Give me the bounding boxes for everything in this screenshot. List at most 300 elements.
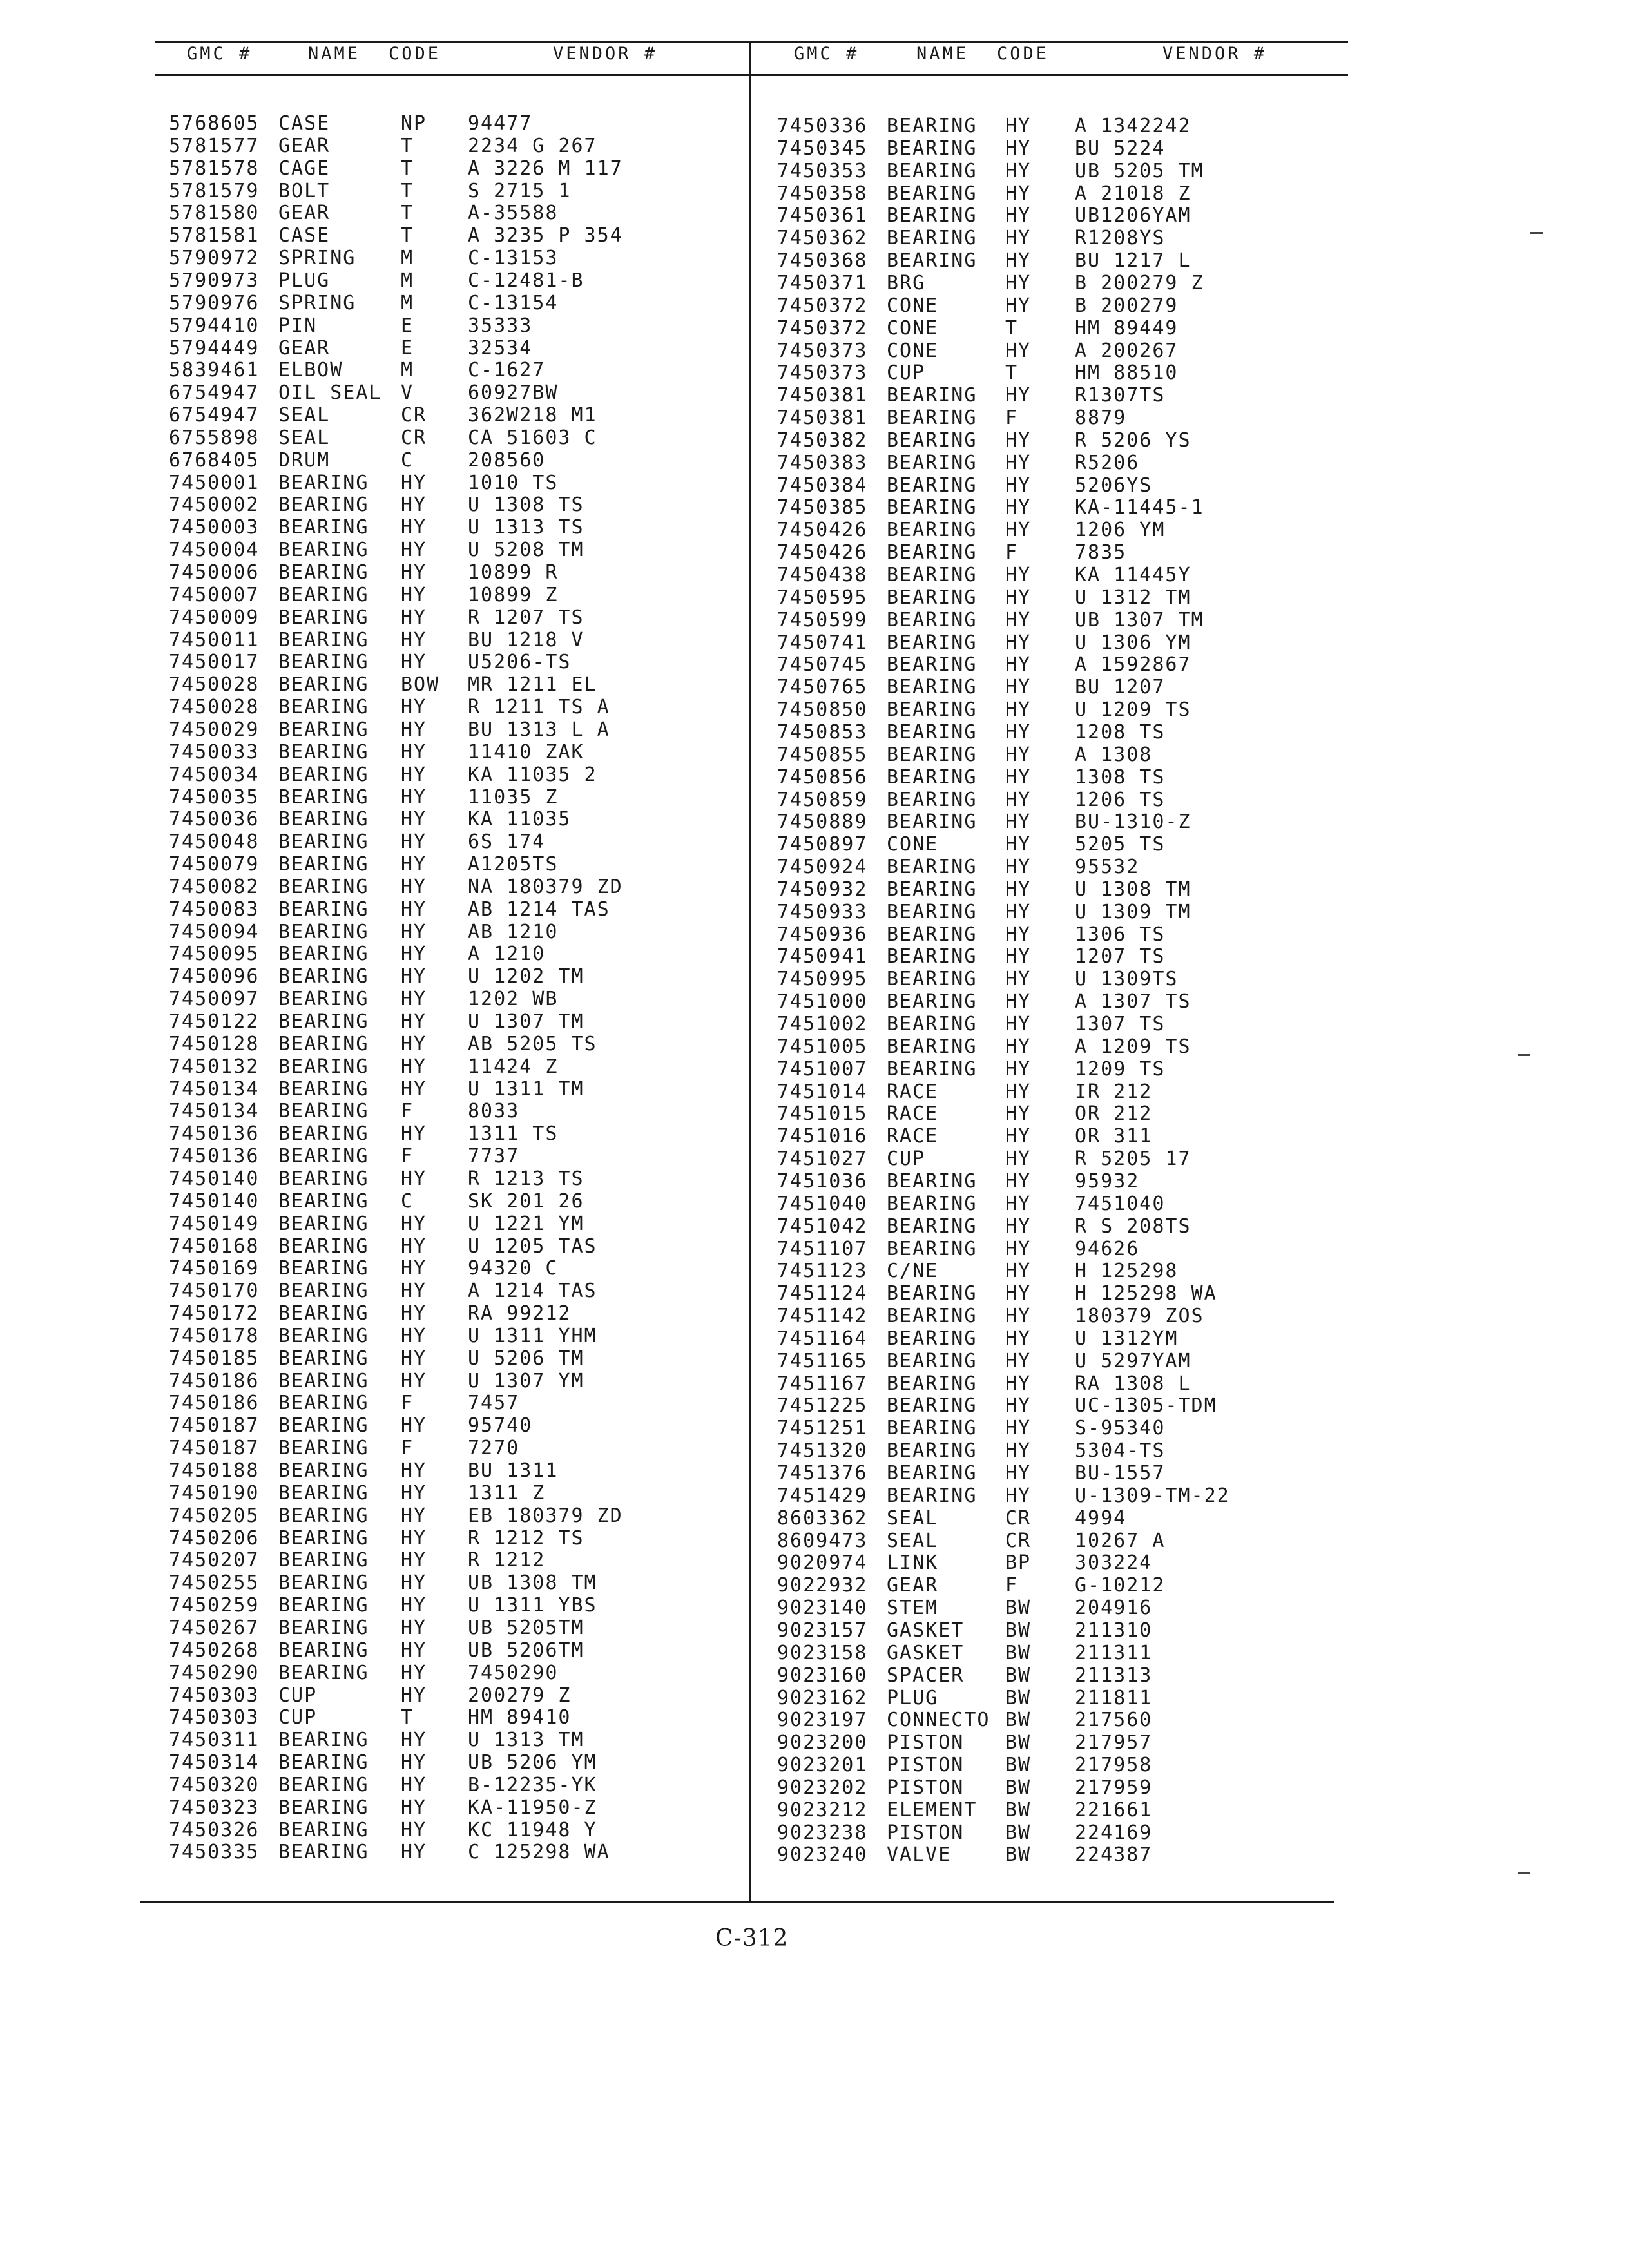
vendor-code: BW <box>1005 1798 1032 1821</box>
vendor-code: CR <box>401 426 427 449</box>
part-name: BEARING <box>278 628 369 651</box>
vendor-number: 95740 <box>468 1414 533 1437</box>
vendor-number: 94320 C <box>468 1257 559 1280</box>
vendor-code: HY <box>1005 788 1032 811</box>
part-name: BEARING <box>278 673 369 697</box>
vendor-code: HY <box>401 1504 427 1527</box>
vendor-code: T <box>401 202 414 225</box>
vendor-code: HY <box>1005 1439 1032 1463</box>
part-name: BEARING <box>887 496 978 519</box>
part-name: BEARING <box>278 763 369 786</box>
vendor-code: HY <box>401 1280 427 1303</box>
gmc-number: 9023158 <box>777 1641 868 1664</box>
vendor-code: HY <box>1005 900 1032 923</box>
vendor-number: 211311 <box>1075 1641 1153 1664</box>
part-name: BEARING <box>887 564 978 586</box>
gmc-number: 7450933 <box>777 900 868 923</box>
part-name: BEARING <box>887 878 978 901</box>
header-code: CODE <box>389 44 441 64</box>
vendor-number: S 2715 1 <box>468 179 572 202</box>
gmc-number: 7450094 <box>169 920 260 943</box>
vendor-number: U 1311 YBS <box>468 1594 597 1617</box>
vendor-code: F <box>1005 541 1019 564</box>
part-name: BEARING <box>887 1035 978 1058</box>
part-name: BEARING <box>278 1280 369 1303</box>
vendor-number: U 1308 TM <box>1075 878 1191 901</box>
vendor-number: BU 5224 <box>1075 137 1166 160</box>
vendor-number: HM 89410 <box>468 1706 572 1729</box>
gmc-number: 7450595 <box>777 586 868 609</box>
vendor-code: HY <box>1005 968 1032 991</box>
part-name: RACE <box>887 1080 939 1103</box>
gmc-number: 7450381 <box>777 384 868 407</box>
vendor-number: UB 1307 TM <box>1075 608 1204 631</box>
vendor-code: HY <box>401 1571 427 1595</box>
gmc-number: 7450136 <box>169 1145 260 1168</box>
vendor-number: 211313 <box>1075 1664 1153 1687</box>
part-name: BEARING <box>887 608 978 631</box>
vendor-number: H 125298 WA <box>1075 1282 1217 1305</box>
gmc-number: 7450382 <box>777 428 868 452</box>
gmc-number: 9020974 <box>777 1552 868 1575</box>
vendor-number: 180379 ZOS <box>1075 1305 1204 1328</box>
gmc-number: 7450371 <box>777 271 868 294</box>
vendor-code: HY <box>401 853 427 876</box>
vendor-number: U 1202 TM <box>468 965 584 988</box>
vendor-code: HY <box>401 1459 427 1482</box>
part-name: BEARING <box>887 407 978 430</box>
gmc-number: 5790972 <box>169 247 260 270</box>
part-name: PIN <box>278 314 318 337</box>
gmc-number: 9023197 <box>777 1709 868 1732</box>
part-name: BEARING <box>278 1122 369 1146</box>
vendor-number: A 1209 TS <box>1075 1035 1191 1058</box>
vendor-code: HY <box>1005 1372 1032 1395</box>
vendor-code: F <box>1005 1574 1019 1597</box>
part-name: BEARING <box>887 676 978 699</box>
part-name: BEARING <box>278 1055 369 1078</box>
vendor-number: KA 11445Y <box>1075 564 1191 586</box>
vendor-number: 10267 A <box>1075 1529 1166 1552</box>
vendor-number: U 5297YAM <box>1075 1349 1191 1372</box>
vendor-number: RA 99212 <box>468 1302 572 1325</box>
vendor-number: AB 1214 TAS <box>468 898 610 921</box>
vendor-code: BP <box>1005 1552 1032 1575</box>
gmc-number: 7450336 <box>777 115 868 137</box>
part-name: BEARING <box>887 474 978 497</box>
part-name: CONNECTO <box>887 1709 990 1732</box>
vendor-number: 217560 <box>1075 1709 1153 1732</box>
gmc-number: 7450995 <box>777 968 868 991</box>
part-name: BEARING <box>278 583 369 606</box>
vendor-code: HY <box>1005 519 1032 542</box>
part-name: SPACER <box>887 1664 965 1687</box>
part-name: CUP <box>278 1706 318 1729</box>
part-name: BEARING <box>278 898 369 921</box>
vendor-code: BW <box>1005 1686 1032 1709</box>
header-gmc: GMC # <box>187 44 253 64</box>
part-name: BEARING <box>278 808 369 831</box>
gmc-number: 7451251 <box>777 1417 868 1440</box>
vendor-number: C-1627 <box>468 359 546 382</box>
gmc-number: 7450372 <box>777 294 868 317</box>
vendor-code: HY <box>401 1055 427 1078</box>
vendor-code: HY <box>1005 339 1032 362</box>
vendor-code: BW <box>1005 1776 1032 1799</box>
vendor-number: A-35588 <box>468 202 559 225</box>
vendor-code: HY <box>1005 698 1032 722</box>
part-name: SEAL <box>278 426 331 449</box>
gmc-number: 7450017 <box>169 651 260 674</box>
gmc-number: 7450311 <box>169 1729 260 1752</box>
part-name: BEARING <box>887 451 978 474</box>
gmc-number: 7450426 <box>777 519 868 542</box>
part-name: BEARING <box>278 1167 369 1190</box>
vendor-code: T <box>1005 316 1019 340</box>
part-name: BEARING <box>887 115 978 137</box>
vendor-number: RA 1308 L <box>1075 1372 1191 1395</box>
vendor-code: HY <box>401 1235 427 1258</box>
vendor-code: HY <box>1005 271 1032 294</box>
vendor-number: U 5206 TM <box>468 1347 584 1370</box>
vendor-code: M <box>401 247 414 270</box>
vendor-number: A 1592867 <box>1075 653 1191 677</box>
vendor-code: E <box>401 314 414 337</box>
gmc-number: 9023157 <box>777 1619 868 1642</box>
part-name: BEARING <box>278 965 369 988</box>
gmc-number: 7450002 <box>169 494 260 517</box>
part-name: GASKET <box>887 1619 965 1642</box>
vendor-number: UC-1305-TDM <box>1075 1394 1217 1418</box>
part-name: BEARING <box>278 875 369 898</box>
gmc-number: 7450267 <box>169 1616 260 1639</box>
gmc-number: 7450170 <box>169 1280 260 1303</box>
part-name: BEARING <box>887 743 978 766</box>
gmc-number: 5790976 <box>169 291 260 314</box>
vendor-number: U 1309TS <box>1075 968 1179 991</box>
page-number: C-312 <box>715 1925 789 1952</box>
part-name: BEARING <box>278 471 369 494</box>
vendor-number: 2234 G 267 <box>468 134 597 157</box>
gmc-number: 7450205 <box>169 1504 260 1527</box>
vendor-code: F <box>401 1145 414 1168</box>
gmc-number: 9023212 <box>777 1798 868 1821</box>
vendor-number: NA 180379 ZD <box>468 875 623 898</box>
vendor-code: HY <box>401 1594 427 1617</box>
header-rule <box>155 74 1348 76</box>
vendor-number: SK 201 26 <box>468 1189 584 1213</box>
vendor-code: HY <box>401 1167 427 1190</box>
part-name: BEARING <box>278 1504 369 1527</box>
part-name: BEARING <box>278 988 369 1011</box>
gmc-number: 7450079 <box>169 853 260 876</box>
part-name: SEAL <box>278 404 331 427</box>
vendor-number: 1208 TS <box>1075 720 1166 744</box>
part-name: BEARING <box>887 182 978 205</box>
vendor-number: 303224 <box>1075 1552 1153 1575</box>
vendor-number: 94477 <box>468 112 533 135</box>
gmc-number: 7450353 <box>777 159 868 182</box>
vendor-number: 11410 ZAK <box>468 740 584 764</box>
vendor-code: HY <box>1005 474 1032 497</box>
margin-tick <box>1518 1054 1530 1056</box>
gmc-number: 7450009 <box>169 606 260 629</box>
part-name: BEARING <box>887 1462 978 1485</box>
part-name: BEARING <box>278 1369 369 1392</box>
gmc-number: 7450028 <box>169 696 260 719</box>
vendor-code: HY <box>401 1481 427 1504</box>
part-name: SEAL <box>887 1529 939 1552</box>
vendor-number: U 1309 TM <box>1075 900 1191 923</box>
part-name: BEARING <box>278 831 369 854</box>
vendor-number: BU 1313 L A <box>468 718 610 741</box>
part-name: BEARING <box>278 1392 369 1415</box>
vendor-code: HY <box>401 1369 427 1392</box>
gmc-number: 7451000 <box>777 990 868 1014</box>
part-name: BEARING <box>278 1235 369 1258</box>
header-vendor: VENDOR # <box>553 44 658 64</box>
vendor-number: C-12481-B <box>468 269 584 292</box>
vendor-number: A 1342242 <box>1075 115 1191 137</box>
gmc-number: 7450036 <box>169 808 260 831</box>
vendor-number: UB1206YAM <box>1075 204 1191 227</box>
part-name: CAGE <box>278 157 331 180</box>
gmc-number: 7450048 <box>169 831 260 854</box>
gmc-number: 5781578 <box>169 157 260 180</box>
margin-tick <box>1530 232 1543 234</box>
gmc-number: 7450206 <box>169 1526 260 1550</box>
gmc-number: 7450320 <box>169 1773 260 1796</box>
vendor-code: HY <box>1005 1215 1032 1238</box>
vendor-number: U 1221 YM <box>468 1212 584 1235</box>
vendor-number: U 1312YM <box>1075 1327 1179 1350</box>
vendor-number: 60927BW <box>468 381 559 405</box>
vendor-code: HY <box>1005 384 1032 407</box>
vendor-number: R 1213 TS <box>468 1167 584 1190</box>
vendor-number: 95532 <box>1075 856 1140 879</box>
gmc-number: 7450853 <box>777 720 868 744</box>
gmc-number: 7450323 <box>169 1796 260 1819</box>
part-name: BEARING <box>278 1347 369 1370</box>
gmc-number: 7450259 <box>169 1594 260 1617</box>
right-column-header <box>0 44 1629 72</box>
vendor-code: HY <box>1005 990 1032 1014</box>
vendor-number: 1202 WB <box>468 988 559 1011</box>
vendor-code: HY <box>401 696 427 719</box>
part-name: BEARING <box>887 428 978 452</box>
part-name: LINK <box>887 1552 939 1575</box>
part-name: BEARING <box>278 1459 369 1482</box>
vendor-number: H 125298 <box>1075 1260 1179 1283</box>
part-name: CUP <box>887 361 926 385</box>
part-name: PISTON <box>887 1776 965 1799</box>
vendor-number: HM 89449 <box>1075 316 1179 340</box>
vendor-number: G-10212 <box>1075 1574 1166 1597</box>
vendor-number: U 1307 TM <box>468 1010 584 1033</box>
part-name: BEARING <box>887 698 978 722</box>
vendor-code: HY <box>401 539 427 562</box>
part-name: VALVE <box>887 1843 952 1867</box>
part-name: BEARING <box>278 1639 369 1662</box>
vendor-code: HY <box>401 628 427 651</box>
gmc-number: 7450190 <box>169 1481 260 1504</box>
vendor-number: 362W218 M1 <box>468 404 597 427</box>
vendor-number: 204916 <box>1075 1597 1153 1620</box>
part-name: CUP <box>278 1684 318 1707</box>
part-name: BEARING <box>278 1257 369 1280</box>
vendor-code: HY <box>401 1729 427 1752</box>
part-name: BEARING <box>887 249 978 273</box>
vendor-number: HM 88510 <box>1075 361 1179 385</box>
vendor-code: F <box>401 1100 414 1123</box>
vendor-number: 1209 TS <box>1075 1057 1166 1081</box>
vendor-number: 5304-TS <box>1075 1439 1166 1463</box>
gmc-number: 7450207 <box>169 1549 260 1572</box>
part-name: CUP <box>887 1148 926 1171</box>
vendor-number: B 200279 Z <box>1075 271 1204 294</box>
vendor-code: HY <box>1005 878 1032 901</box>
vendor-code: M <box>401 291 414 314</box>
part-name: BEARING <box>278 1189 369 1213</box>
part-name: BEARING <box>278 1549 369 1572</box>
vendor-number: R S 208TS <box>1075 1215 1191 1238</box>
part-name: SEAL <box>887 1506 939 1530</box>
gmc-number: 7450936 <box>777 923 868 946</box>
vendor-code: HY <box>1005 1417 1032 1440</box>
part-name: RACE <box>887 1102 939 1126</box>
vendor-number: A 1210 <box>468 943 546 966</box>
vendor-number: C-13154 <box>468 291 559 314</box>
gmc-number: 7450029 <box>169 718 260 741</box>
vendor-number: A 21018 Z <box>1075 182 1191 205</box>
vendor-code: HY <box>1005 1349 1032 1372</box>
gmc-number: 7450178 <box>169 1324 260 1347</box>
part-name: BEARING <box>278 943 369 966</box>
vendor-code: HY <box>1005 1102 1032 1126</box>
part-name: CONE <box>887 833 939 856</box>
vendor-number: 35333 <box>468 314 533 337</box>
gmc-number: 5781580 <box>169 202 260 225</box>
vendor-number: 95932 <box>1075 1169 1140 1193</box>
vendor-code: F <box>1005 407 1019 430</box>
part-name: BEARING <box>887 631 978 654</box>
vendor-number: R 1207 TS <box>468 606 584 629</box>
part-name: BEARING <box>278 1324 369 1347</box>
vendor-number: U 1307 YM <box>468 1369 584 1392</box>
vendor-number: CA 51603 C <box>468 426 597 449</box>
vendor-number: 217959 <box>1075 1776 1153 1799</box>
vendor-code: F <box>401 1437 414 1460</box>
gmc-number: 9023202 <box>777 1776 868 1799</box>
vendor-number: R 5206 YS <box>1075 428 1191 452</box>
part-name: BEARING <box>887 788 978 811</box>
part-name: GEAR <box>278 202 331 225</box>
header-name: NAME <box>308 44 361 64</box>
part-name: ELBOW <box>278 359 343 382</box>
gmc-number: 7450028 <box>169 673 260 697</box>
vendor-code: HY <box>1005 115 1032 137</box>
vendor-number: R 1212 <box>468 1549 546 1572</box>
gmc-number: 7450097 <box>169 988 260 1011</box>
part-name: BEARING <box>887 811 978 834</box>
part-name: BEARING <box>887 1394 978 1418</box>
part-name: BEARING <box>278 539 369 562</box>
gmc-number: 7450034 <box>169 763 260 786</box>
gmc-number: 7450326 <box>169 1818 260 1841</box>
gmc-number: 7450384 <box>777 474 868 497</box>
vendor-number: U 1205 TAS <box>468 1235 597 1258</box>
vendor-code: HY <box>401 1661 427 1684</box>
vendor-code: HY <box>1005 833 1032 856</box>
vendor-number: 200279 Z <box>468 1684 572 1707</box>
vendor-code: HY <box>1005 1462 1032 1485</box>
part-name: STEM <box>887 1597 939 1620</box>
vendor-number: R5206 <box>1075 451 1140 474</box>
header-code: CODE <box>997 44 1050 64</box>
gmc-number: 7451002 <box>777 1013 868 1035</box>
vendor-number: B 200279 <box>1075 294 1179 317</box>
vendor-number: 10899 Z <box>468 583 559 606</box>
part-name: BEARING <box>887 945 978 968</box>
gmc-number: 7450383 <box>777 451 868 474</box>
part-name: C/NE <box>887 1260 939 1283</box>
gmc-number: 5781581 <box>169 224 260 247</box>
gmc-number: 7450140 <box>169 1167 260 1190</box>
vendor-code: HY <box>401 718 427 741</box>
vendor-code: HY <box>401 1302 427 1325</box>
vendor-number: A 1307 TS <box>1075 990 1191 1014</box>
part-name: BEARING <box>278 1437 369 1460</box>
gmc-number: 7451165 <box>777 1349 868 1372</box>
part-name: DRUM <box>278 448 331 472</box>
part-name: BEARING <box>887 653 978 677</box>
part-name: BEARING <box>887 1169 978 1193</box>
vendor-number: 7451040 <box>1075 1192 1166 1215</box>
vendor-number: 6S 174 <box>468 831 546 854</box>
gmc-number: 7450856 <box>777 765 868 789</box>
vendor-code: HY <box>401 1010 427 1033</box>
vendor-number: 7835 <box>1075 541 1127 564</box>
vendor-code: HY <box>401 1684 427 1707</box>
part-name: BEARING <box>887 1349 978 1372</box>
vendor-number: 1311 TS <box>468 1122 559 1146</box>
top-rule <box>155 41 1348 43</box>
vendor-code: NP <box>401 112 427 135</box>
gmc-number: 7450035 <box>169 785 260 809</box>
gmc-number: 7450897 <box>777 833 868 856</box>
vendor-code: BW <box>1005 1619 1032 1642</box>
gmc-number: 7450003 <box>169 516 260 539</box>
vendor-code: M <box>401 269 414 292</box>
gmc-number: 7450335 <box>169 1841 260 1864</box>
vendor-number: MR 1211 EL <box>468 673 597 697</box>
vendor-number: 94626 <box>1075 1237 1140 1260</box>
vendor-number: 7270 <box>468 1437 520 1460</box>
part-name: PISTON <box>887 1731 965 1754</box>
vendor-number: A 1214 TAS <box>468 1280 597 1303</box>
part-name: GASKET <box>887 1641 965 1664</box>
gmc-number: 7451225 <box>777 1394 868 1418</box>
gmc-number: 7450426 <box>777 541 868 564</box>
gmc-number: 7450095 <box>169 943 260 966</box>
vendor-code: HY <box>1005 720 1032 744</box>
vendor-number: UB 5205 TM <box>1075 159 1204 182</box>
vendor-code: E <box>401 336 414 360</box>
vendor-code: HY <box>401 583 427 606</box>
vendor-code: HY <box>401 1841 427 1864</box>
part-name: BEARING <box>887 1215 978 1238</box>
vendor-code: HY <box>1005 204 1032 227</box>
